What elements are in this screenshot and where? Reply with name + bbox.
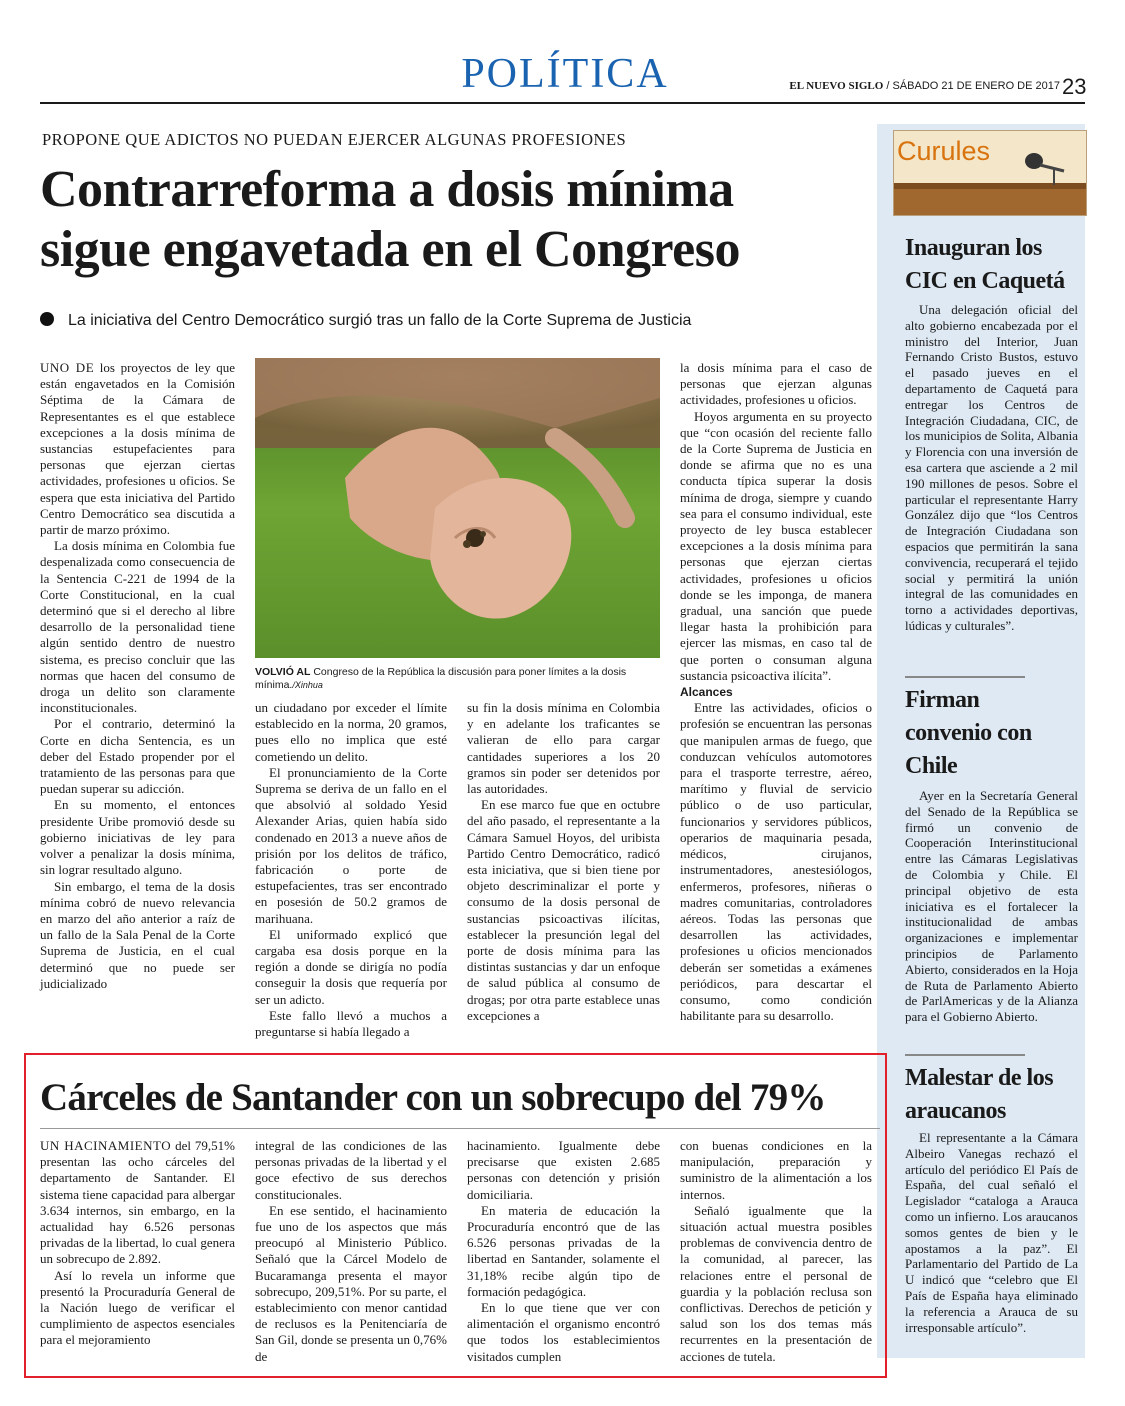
- header-rule: [40, 102, 1085, 104]
- sidebar-item-body: Ayer en la Secretaría General del Senado de la República se firmó un convenio de Cooperación Interinstitucional entre las Cámaras Legislativas de Colombia y Chile. El principal objetivo de esta iniciativa es el fortalecer la institucionalidad de ambas organizaciones e implementar principios de Parlamento Abierto, considerados en la Hoja de Ruta de Parlamento Abierto de ParlAmericas y de la Alianza para el Gobierno Abierto.: [905, 788, 1078, 1025]
- bottom-headline-rule: [40, 1128, 880, 1129]
- paragraph: En lo que tiene que ver con alimentación el organismo encontró que todos los establecimientos visitados cumplen: [467, 1300, 660, 1364]
- sidebar-divider: [905, 1054, 1025, 1056]
- article-column-2: [255, 700, 447, 1040]
- bottom-article-headline: Cárceles de Santander con un sobrecupo del 79%: [40, 1076, 826, 1119]
- lead-in: UN HACINAMIENTO: [40, 1138, 172, 1153]
- page-number: 23: [1062, 74, 1087, 99]
- hands-on-grass-image: [255, 358, 660, 658]
- paragraph: Este fallo llevó a muchos a preguntarse si había llegado a: [255, 1007, 447, 1040]
- curules-label: Curules: [897, 136, 991, 166]
- article-subhead: [40, 312, 840, 330]
- lead-in: UNO DE: [40, 360, 95, 375]
- caption-lead: VOLVIÓ AL: [255, 666, 311, 678]
- paragraph: hacinamiento. Igualmente debe precisarse que existen 2.685 personas con detención y prisión domiciliaria.: [467, 1138, 660, 1202]
- paragraph: un ciudadano por exceder el límite establecido en la norma, 20 gramos, pues ello no implica que esté cometiendo un delito.: [255, 700, 447, 764]
- paragraph: Sin embargo, el tema de la dosis mínima cobró de nuevo relevancia en marzo del año anterior a raíz de un fallo de la Sala Penal de la Corte Suprema de Justicia, en el cual determinó que no puede ser judicializado: [40, 878, 235, 991]
- paragraph: La dosis mínima en Colombia fue despenalizada como consecuencia de la Sentencia C-221 de 1994 de la Corte Constitucional, en la cual determinó que si el derecho al libre desarrollo de la personalidad tiene algún sentido dentro de nuestro sistema, es preciso concluir que las normas que hacen del consumo de droga un delito son claramente inconstitucionales.: [40, 538, 235, 716]
- paragraph: integral de las condiciones de las personas privadas de la libertad y el goce efectivo de sus derechos constitucionales.: [255, 1138, 447, 1202]
- article-column-3: [467, 700, 660, 1024]
- issue-date: / SÁBADO 21 DE ENERO DE 2017: [886, 80, 1060, 92]
- paragraph: En ese sentido, el hacinamiento fue uno de los aspectos que más preocupó al Ministerio Público. Señaló que la Cárcel Modelo de Bucaramanga presenta el mayor sobrecupo, 209,51%. Por su parte, el establecimiento con menor cantidad de reclusos es la Penitenciaría de San Gil, donde se presenta un 0,76% de: [255, 1202, 447, 1364]
- masthead: [760, 80, 1060, 92]
- sidebar-item-body: El representante a la Cámara Albeiro Vanegas rechazó el artículo del periódico El País de España, del cual señaló el Legislador “cataloga a Arauca como un infierno. Los araucanos somos gentes de bien y le apostamos a la paz”. El Parlamentario del Partido de La U indicó que “celebro que El País de España haya eliminado la referencia a Arauca de su irresponsable artículo”.: [905, 1130, 1078, 1335]
- paragraph: En su momento, el entonces presidente Uribe promovió desde su gobierno iniciativas de ley para volver a penalizar la dosis mínima, sin lograr resultado alguno.: [40, 797, 235, 878]
- article-column-1: [40, 360, 235, 992]
- paragraph: Señaló igualmente que la situación actual muestra posibles problemas de convivencia dentro de la comunidad, al parecer, las relaciones entre el personal de guardia y la población reclusa son conflictivas. Derechos de petición y salud son los dos temas más recurrentes en la presentación de acciones de tutela.: [680, 1202, 872, 1364]
- paragraph: El uniformado explicó que cargaba esa dosis porque en la región a donde se dirigía no podía conseguir la dosis que requería por ser un adicto.: [255, 926, 447, 1007]
- bottom-column-3: [467, 1138, 660, 1365]
- bullet-icon: [40, 312, 54, 326]
- bottom-column-4: [680, 1138, 872, 1365]
- paragraph: En ese marco fue que en octubre del año pasado, el representante a la Cámara Samuel Hoyos, del uribista Partido Centro Democrático, radicó esta iniciativa, que si bien tiene por objeto descriminalizar el porte y consumo de la dosis personal de sustancias psicoactivas ilícitas, establecer la presunción legal del porte de dosis mínima para las distintas sustancias y dar un enfoque de salud pública al consumo de drogas; por otra parte establece unas excepciones a: [467, 797, 660, 1023]
- sidebar-item-title: Firman convenio con Chile: [905, 687, 1032, 779]
- paragraph: la dosis mínima para el caso de personas que ejerzan algunas actividades, profesiones u oficios.: [680, 360, 872, 408]
- bottom-column-2: [255, 1138, 447, 1365]
- paragraph: UNO DE los proyectos de ley que están engavetados en la Comisión Séptima de la Cámara de Representantes es el que establece excepciones a la dosis mínima de sustancias estupefacientes para personas que ejerzan ciertas actividades, profesiones u oficios. Se espera que esta iniciativa del Partido Centro Democrático sea discutida a partir de marzo próximo.: [40, 360, 235, 538]
- sidebar-divider: [905, 676, 1025, 678]
- subhead-text: La iniciativa del Centro Democrático surgió tras un fallo de la Corte Suprema de Justicia: [68, 312, 692, 329]
- sidebar-item-body: Una delegación oficial del alto gobierno encabezada por el ministro del Interior, Juan Fernando Cristo Bustos, estuvo el pasado jueves en el departamento de Caquetá para entregar los Centros de Integración Ciudadana, CIC, de los municipios de Solita, Albania y Florencia con una inversión de esa cartera que asciende a 2 mil 190 millones de pesos. Sobre el particular el representante Harry González dijo que “los Centros de Integración Ciudadana son espacios que permitirán la sana convivencia, recuperará el tejido social y permitirá la unión integral de las comunidades en torno a actividades deportivas, lúdicas y culturales”.: [905, 302, 1078, 633]
- article-column-4: [680, 360, 872, 1024]
- bottom-column-1: [40, 1138, 235, 1349]
- paragraph: El pronunciamiento de la Corte Suprema se deriva de un fallo en el que absolvió al soldado Yesid Alexander Arias, quien había sido condenado en 2013 a nueve años de prisión por los delitos de tráfico, fabricación o porte de estupefacientes, tras ser encontrado en posesión de 50.2 gramos de marihuana.: [255, 764, 447, 926]
- photo-caption: VOLVIÓ AL Congreso de la República la discusión para poner límites a la dosis mínima./Xinhua: [255, 666, 627, 691]
- paragraph: UN HACINAMIENTO del 79,51% presentan las ocho cárceles del departamento de Santander. El sistema tiene capacidad para albergar 3.634 internos, sin embargo, en la actualidad hay 6.526 personas privadas de la libertad, lo cual genera un sobrecupo de 2.892.: [40, 1138, 235, 1267]
- paragraph: Por el contrario, determinó la Corte en dicha Sentencia, es un deber del Estado propender por el tratamiento de las personas para que puedan superar su adicción.: [40, 716, 235, 797]
- headline-line-1: Contrarreforma a dosis mínima: [40, 161, 734, 218]
- paragraph: Así lo revela un informe que presentó la Procuraduría General de la Nación luego de verificar el cumplimiento de aspectos esenciales para el mejoramiento: [40, 1267, 235, 1348]
- paragraph: Entre las actividades, oficios o profesión se encuentran las personas que manipulen armas de fuego, que conduzcan vehículos automotores para el trasporte terrestre, aéreo, marítimo y fluvial de servicio público o de uso particular, funcionarios y servidores públicos, operarios de maquinaria pesada, médicos, cirujanos, instrumentadores, anestesiólogos, enfermeros, profesores, niñeras o madres comunitarias, controladores aéreos. Todas las personas que desarrollen las actividades, profesiones u oficios mencionados deberán ser sometidas a exámenes periódicos, para descartar el consumo, como condición habilitante para su desarrollo.: [680, 700, 872, 1024]
- paragraph: su fin la dosis mínima en Colombia y en adelante los traficantes se valieran de ello para cargar cantidades superiores a los 20 gramos sin poder ser detenidos por las autoridades.: [467, 700, 660, 797]
- article-headline: [40, 160, 880, 280]
- photo-credit: /Xinhua: [292, 680, 323, 690]
- paragraph: con buenas condiciones en la manipulación, preparación y suministro de la alimentación a los internos.: [680, 1138, 872, 1202]
- paragraph: Hoyos argumenta en su proyecto que “con ocasión del reciente fallo de la Corte Suprema de Justicia en donde se afirma que no es una conducta típica superar la dosis mínima de droga, siempre y cuando sea para el consumo individual, este proyecto de ley busca establecer excepciones a la dosis mínima para personas que ejerzan ciertas actividades, profesiones u oficios donde se les imponga, de manera gradual, una sanción que puede llegar hasta la prohibición para ejercer las mismas, en caso tal de que porten o consuman alguna sustancia psicoactiva ilícita”.: [680, 408, 872, 683]
- headline-line-2: sigue engavetada en el Congreso: [40, 221, 740, 278]
- paragraph: En materia de educación la Procuraduría encontró que de las 6.526 personas privadas de la libertad en Santander, solamente el 31,18% recibe algún tipo de formación pedagógica.: [467, 1202, 660, 1299]
- sidebar-item-title: Inauguran los CIC en Caquetá: [905, 235, 1065, 294]
- newspaper-name: EL NUEVO SIGLO: [789, 80, 884, 92]
- article-photo: [255, 358, 660, 658]
- section-title: POLÍTICA: [461, 51, 669, 97]
- sidebar-item-title: Malestar de los araucanos: [905, 1065, 1054, 1124]
- article-kicker: PROPONE QUE ADICTOS NO PUEDAN EJERCER ALGUNAS PROFESIONES: [42, 130, 627, 149]
- section-subhead: Alcances: [680, 685, 733, 700]
